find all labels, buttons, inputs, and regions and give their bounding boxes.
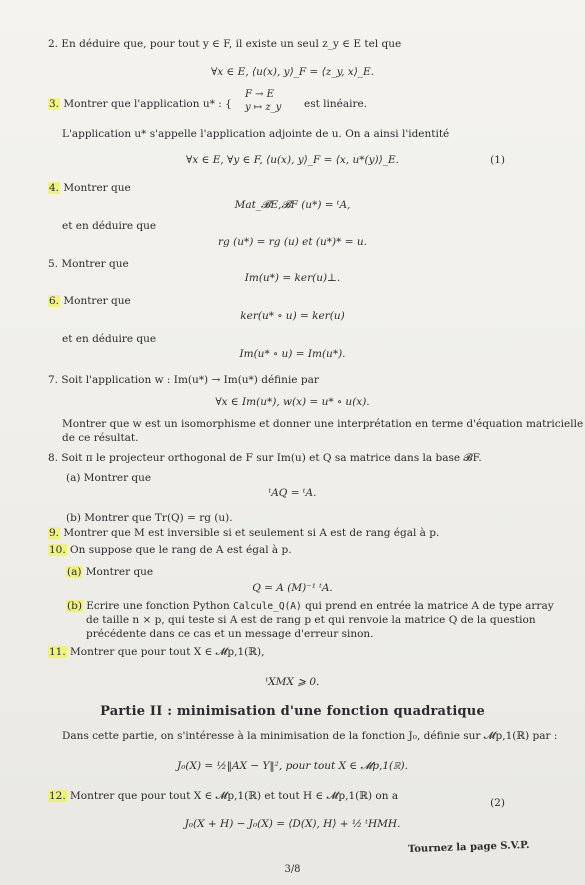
question-2-number: 2. [48,38,59,50]
question-2 [48,38,401,51]
question-6-text: Montrer que [63,295,131,307]
adjoint-definition: L'application u* s'appelle l'application adjointe de u. On a ainsi l'identité [62,128,450,140]
question-8 [48,452,482,465]
question-10b-text-4: précédente dans ce cas et un message d'erreur sinon. [86,628,374,640]
question-12-equation: J₀(X + H) − J₀(X) = ⟨D(X), H⟩ + ½ ᵗHMH. [184,818,401,830]
question-10b-code: Calcule_Q(A) [233,601,302,612]
question-8-text: Soit π le projecteur orthogonal de F sur Im(u) et Q sa matrice dans la base 𝓑F. [61,452,482,464]
equation-1-label: (1) [490,154,505,166]
question-10-number: 10. [49,544,66,556]
question-5-equation: Im(u*) = ker(u)⊥. [244,272,341,284]
question-6-number: 6. [49,295,60,307]
question-7 [48,374,319,387]
question-7-text-2: Montrer que w est un isomorphisme et donner une interprétation en terme d'équation matricielle [62,418,584,430]
question-3-number: 3. [49,98,60,110]
question-11-text: Montrer que pour tout X ∈ 𝓜p,1(ℝ), [70,646,265,658]
next-page-note: Tournez la page S.V.P. [407,839,530,856]
question-5-text: Montrer que [61,258,129,270]
question-6 [48,295,131,308]
question-10a-text: Montrer que [85,566,154,578]
question-7-equation: ∀x ∈ Im(u*), w(x) = u* ∘ u(x). [215,396,370,408]
question-12-text: Montrer que pour tout X ∈ 𝓜p,1(ℝ) et tout H ∈ 𝓜p,1(ℝ) on a [70,790,399,802]
question-10b-text-1: Ecrire une fonction Python [86,600,230,612]
question-9-text: Montrer que M est inversible si et seulement si A est de rang égal à p. [63,527,440,539]
question-11 [48,646,264,659]
page-number: 3/8 [284,864,301,875]
question-10b-text-2: qui prend en entrée la matrice A de type array [305,600,554,612]
question-3-mapping [245,88,281,114]
question-3-text-after: est linéaire. [304,98,368,110]
question-3-text-before: Montrer que l'application u* : { [63,98,232,110]
question-2-text: En déduire que, pour tout y ∈ F, il existe un seul z_y ∈ E tel que [61,38,402,50]
question-3 [48,98,232,111]
question-3-mapping-top: F → E [245,89,274,100]
question-10-text: On suppose que le rang de A est égal à p. [70,544,292,556]
question-9-number: 9. [49,527,60,539]
question-8-number: 8. [48,452,59,464]
question-5 [48,258,129,271]
question-5-number: 5. [48,258,59,270]
question-12 [48,790,398,803]
question-4-then: et en déduire que [62,220,157,232]
j0-definition: J₀(X) = ½‖AX − Y‖², pour tout X ∈ 𝓜p,1(ℝ). [176,760,408,772]
question-6-equation: ker(u* ∘ u) = ker(u) [240,310,345,322]
question-10b-text-3: de taille n × p, qui teste si A est de rang p et qui renvoie la matrice Q de la question [86,614,536,626]
question-4-text: Montrer que [63,182,131,194]
question-10b-label: (b) [67,600,82,612]
equation-2-label: (2) [490,797,505,809]
question-10b [66,600,554,613]
question-7-text: Soit l'application w : Im(u*) → Im(u*) définie par [61,374,319,386]
adjoint-identity: ∀x ∈ E, ∀y ∈ F, ⟨u(x), y⟩_F = ⟨x, u*(y)⟩_E. [186,154,399,166]
question-2-equation: ∀x ∈ E, ⟨u(x), y⟩_F = ⟨z_y, x⟩_E. [210,66,375,78]
question-4-equation-2: rg (u*) = rg (u) et (u*)* = u. [218,236,367,248]
question-8b: (b) Montrer que Tr(Q) = rg (u). [66,512,233,524]
part-2-intro: Dans cette partie, on s'intéresse à la minimisation de la fonction J₀, définie sur 𝓜p,1(ℝ) par : [62,730,558,742]
question-6-then: et en déduire que [62,333,157,345]
question-8a-equation: ᵗAQ = ᵗA. [268,487,317,499]
question-10a [66,566,153,579]
question-4 [48,182,131,195]
question-4-equation: Mat_𝓑E,𝓑F (u*) = ᵗA, [234,199,351,211]
question-10a-equation: Q = A (M)⁻¹ ᵗA. [252,582,333,594]
question-3-mapping-bottom: y ↦ z_y [245,102,282,113]
question-9 [48,527,439,540]
question-6-equation-2: Im(u* ∘ u) = Im(u*). [239,348,346,360]
question-10 [48,544,292,557]
question-4-number: 4. [49,182,60,194]
question-10a-label: (a) [67,566,82,578]
question-7-text-3: de ce résultat. [62,432,139,444]
part-2-title: Partie II : minimisation d'une fonction quadratique [100,704,485,719]
question-12-number: 12. [49,790,66,802]
question-8a: (a) Montrer que [66,472,152,484]
question-11-equation: ᵗXMX ⩾ 0. [265,676,320,688]
question-11-number: 11. [49,646,66,658]
question-7-number: 7. [48,374,59,386]
